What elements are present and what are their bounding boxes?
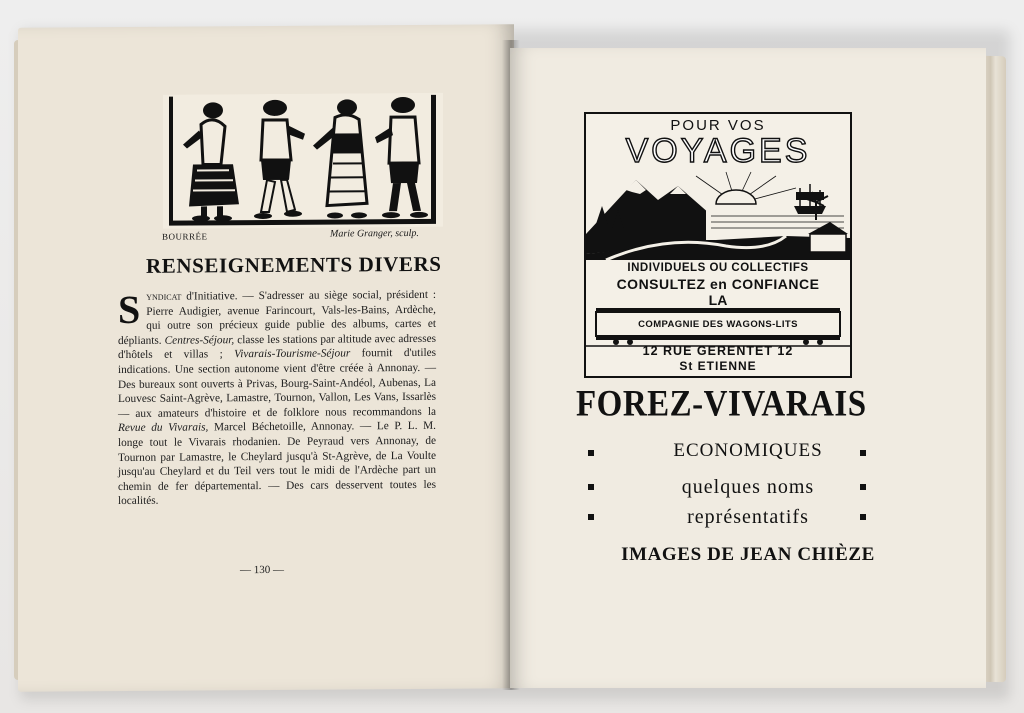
body-segment: yndicat: [146, 290, 182, 303]
illustrator-credit: IMAGES DE JEAN CHIÈZE: [621, 544, 875, 565]
body-paragraph: [118, 288, 436, 509]
body-segment-italic: Centres-Séjour,: [164, 334, 235, 347]
woodcut-caption-artist: Marie Granger, sculp.: [330, 227, 419, 240]
poster-line-voyages: VOYAGES: [625, 132, 811, 170]
body-segment: fournit d'utiles indications. Une section autonome vient d'être créée à Annonay. — Des bureaux sont ouverts à Privas, Bourg-Saint-Andéol, Aubenas, La Louvesc Saint-Agrève, Lamastre, Tournon, Vallon, Les Vans, Issarlès — aux amateurs d'histoire et de folklore nous recommandons la: [118, 347, 437, 420]
poster-line-consultez: CONSULTEZ en CONFIANCE: [616, 276, 820, 292]
body-segment-italic: Revue du Vivarais,: [118, 421, 209, 435]
right-page: [510, 48, 986, 688]
right-page-title: FOREZ-VIVARAIS: [576, 384, 867, 425]
woodcut-caption-title: BOURRÉE: [162, 231, 208, 242]
travel-poster: [584, 112, 852, 378]
left-page: [18, 24, 514, 691]
poster-line-individuels: INDIVIDUELS OU COLLECTIFS: [627, 262, 809, 274]
poster-address: 12 RUE GERENTET 12: [642, 344, 794, 358]
poster-city: St ETIENNE: [679, 359, 757, 373]
wagon-label: COMPAGNIE DES WAGONS-LITS: [638, 319, 798, 330]
body-segment: d'Initiative. — S'adresser au siège social, président : Pierre Audigier, avenue Farincourt, Vals-les-Bains, Ardèche, qui outre son précieux guide publie des albums, cartes et dépliants.: [118, 288, 436, 347]
line-representatifs: représentatifs: [687, 506, 809, 528]
line-quelques-noms: quelques noms: [681, 476, 815, 498]
poster-line-pour-vos: POUR VOS: [670, 117, 766, 134]
body-segment: classe les stations par altitude avec adresses d'hôtels et villas ;: [118, 332, 437, 362]
body-segment-italic: Vivarais-Tourisme-Séjour: [234, 347, 351, 361]
page-number: — 130 —: [240, 563, 284, 577]
body-segment: Marcel Béchetoille, Annonay. — Le P. L. M. longe tout le Vivarais rhodanien. De Peyraud vers Annonay, de Tournon par Lamastre, le Cheylard jusqu'à St-Agrève, de La Voulte jusqu'au Cheylard et du Teil vers tout le midi de l'Ardèche part un chemin de fer départemental. — Des cars desservent toutes les localités.: [118, 420, 437, 508]
bourree-woodcut-illustration: [163, 93, 443, 229]
line-economiques: ECONOMIQUES: [673, 440, 823, 461]
poster-line-la: LA: [708, 292, 728, 308]
drop-cap: S: [118, 286, 141, 333]
page-title: RENSEIGNEMENTS DIVERS: [146, 251, 442, 278]
